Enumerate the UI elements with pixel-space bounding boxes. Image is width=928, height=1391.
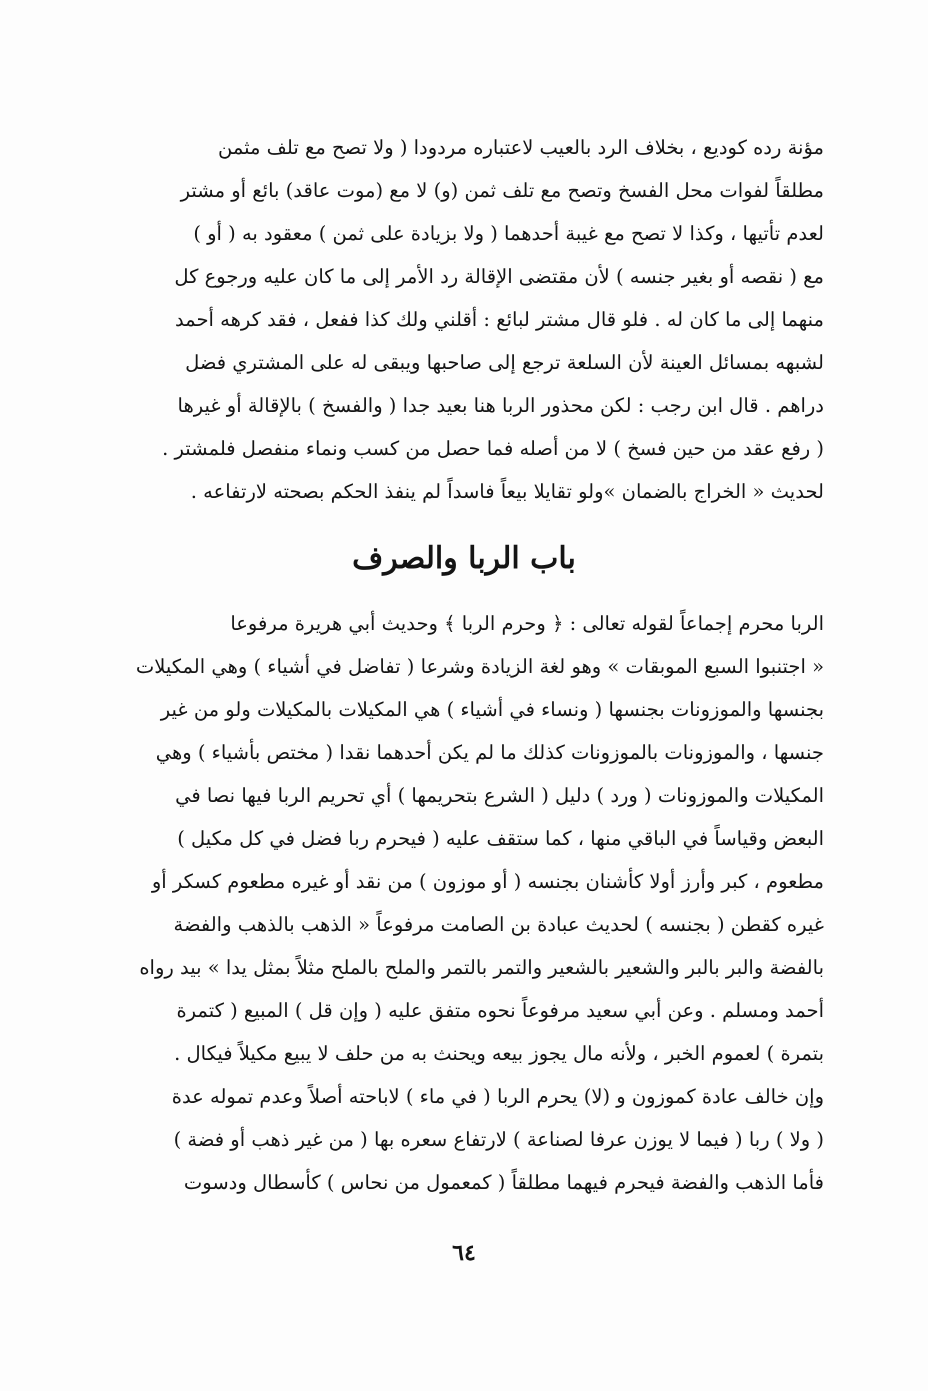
paragraph-riba	[104, 602, 824, 1204]
text-line: لعدم تأتيها ، وكذا لا تصح مع غيبة أحدهما ( ولا بزيادة على ثمن ) معقود به ( أو )	[193, 222, 824, 245]
chapter-heading: باب الربا والصرف	[352, 541, 576, 576]
text-line: مؤنة رده كوديع ، بخلاف الرد بالعيب لاعتباره مردودا ( ولا تصح مع تلف مثمن	[218, 136, 824, 159]
text-line: لحديث « الخراج بالضمان »ولو تقايلا بيعاً فاسداً لم ينفذ الحكم بصحته لارتفاعه .	[190, 480, 824, 503]
text-line: مطلقاً لفوات محل الفسخ وتصح مع تلف ثمن (و) لا مع (موت عاقد) بائع أو مشتر	[180, 179, 824, 202]
text-line: ( رفع عقد من حين فسخ ) لا من أصله فما حصل من كسب ونماء منفصل فلمشتر .	[162, 437, 824, 460]
text-line: مطعوم ، كبر وأرز أولا كأشنان بجنسه ( أو موزون ) من نقد أو غيره مطعوم كسكر أو	[151, 870, 824, 893]
text-line: أحمد ومسلم . وعن أبي سعيد مرفوعاً نحوه متفق عليه ( وإن قل ) المبيع ( كتمرة	[176, 999, 824, 1022]
text-line: البعض وقياساً في الباقي منها ، كما ستقف عليه ( فيحرم ربا فضل في كل مكيل )	[177, 827, 824, 850]
text-line: « اجتنبوا السبع الموبقات » وهو لغة الزيادة وشرعا ( تفاضل في أشياء ) وهي المكيلات	[135, 655, 824, 678]
text-line: لشبهه بمسائل العينة لأن السلعة ترجع إلى صاحبها ويبقى له على المشتري فضل	[185, 351, 824, 374]
text-line: الربا محرم إجماعاً لقوله تعالى : ﴿ وحرم الربا ﴾ وحديث أبي هريرة مرفوعا	[230, 612, 824, 635]
page-number: ٦٤	[452, 1240, 476, 1266]
text-line: جنسها ، والموزونات بالموزونات كذلك ما لم يكن أحدهما نقدا ( مختص بأشياء ) وهي	[155, 741, 824, 764]
paragraph-iqala	[104, 126, 824, 513]
text-line: بجنسها والموزونات بجنسها ( ونساء في أشياء ) هي المكيلات بالمكيلات ولو من غير	[160, 698, 824, 721]
text-line: ( ولا ) ربا ( فيما لا يوزن عرفا لصناعة ) لارتفاع سعره بها ( من غير ذهب أو فضة )	[173, 1128, 824, 1151]
text-line: المكيلات والموزونات ( ورد ) دليل ( الشرع بتحريمها ) أي تحريم الربا فيها نصا في	[175, 784, 824, 807]
text-line: بتمرة ) لعموم الخبر ، ولأنه مال يجوز بيعه ويحنث به من حلف لا يبيع مكيلاً فيكال .	[174, 1042, 824, 1065]
text-line: فأما الذهب والفضة فيحرم فيهما مطلقاً ( كمعمول من نحاس ) كأسطال ودسوت	[183, 1171, 824, 1194]
text-line: غيره كقطن ( بجنسه ) لحديث عبادة بن الصامت مرفوعاً « الذهب بالذهب والفضة	[173, 913, 824, 936]
text-line: وإن خالف عادة كموزون و (لا) يحرم الربا ( في ماء ) لاباحته أصلاً وعدم تموله عدة	[171, 1085, 824, 1108]
text-line: منهما إلى ما كان له . فلو قال مشتر لبائع : أقلني ولك كذا ففعل ، فقد كرهه أحمد	[174, 308, 824, 331]
text-line: دراهم . قال ابن رجب : لكن محذور الربا هنا بعيد جدا ( والفسخ ) بالإقالة أو غيرها	[177, 394, 824, 417]
text-line: بالفضة والبر بالبر والشعير بالشعير والتمر بالتمر والملح بالملح مثلاً بمثل يدا » بيد رواه	[139, 956, 824, 979]
text-line: مع ( نقصه أو بغير جنسه ) لأن مقتضى الإقالة رد الأمر إلى ما كان عليه ورجوع كل	[174, 265, 824, 288]
